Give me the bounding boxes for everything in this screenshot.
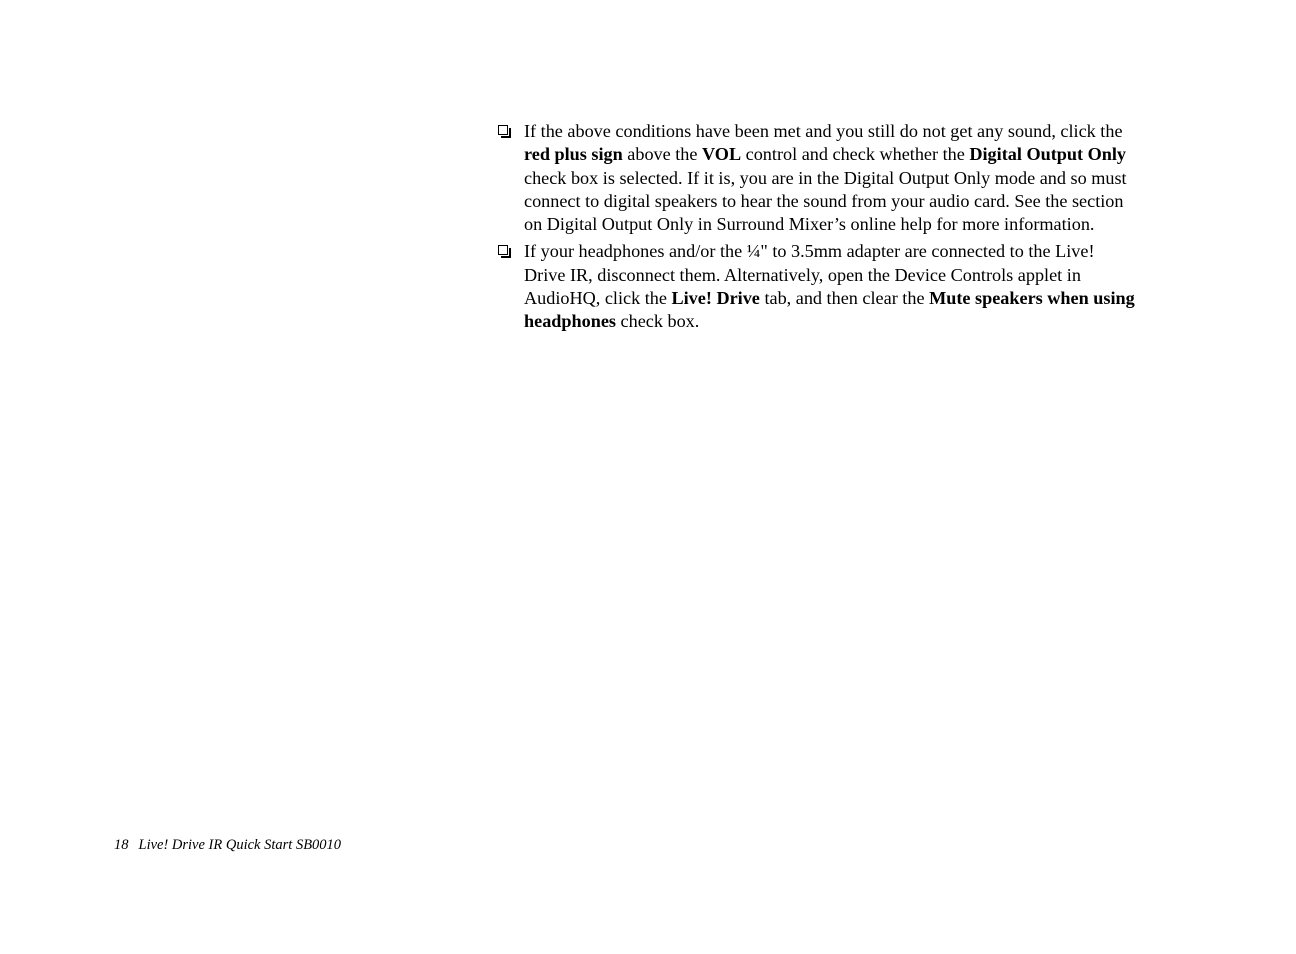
checkbox-bullet-icon <box>498 125 508 135</box>
page-footer <box>114 837 341 854</box>
bullet-text-1: If the above conditions have been met and you still do not get any sound, click the red plus sign above the VOL control and check whether the Digital Output Only check box is selected. If it is, you are in the Digital Output Only mode and so must connect to digital speakers to hear the sound from your audio card. See the section on Digital Output Only in Surround Mixer’s online help for more information. <box>524 121 1127 235</box>
bullet-item-2 <box>496 240 1136 333</box>
page-number: 18 <box>114 837 129 853</box>
main-content <box>496 120 1136 338</box>
bullet-item-1 <box>496 120 1136 236</box>
checkbox-bullet-icon <box>498 245 508 255</box>
bullet-text-2: If your headphones and/or the ¼" to 3.5mm adapter are connected to the Live! Drive IR, disconnect them. Alternatively, open the Device Controls applet in AudioHQ, click the Live! Drive tab, and then clear the Mute speakers when using headphones check box. <box>524 241 1135 332</box>
document-title: Live! Drive IR Quick Start SB0010 <box>138 837 342 853</box>
